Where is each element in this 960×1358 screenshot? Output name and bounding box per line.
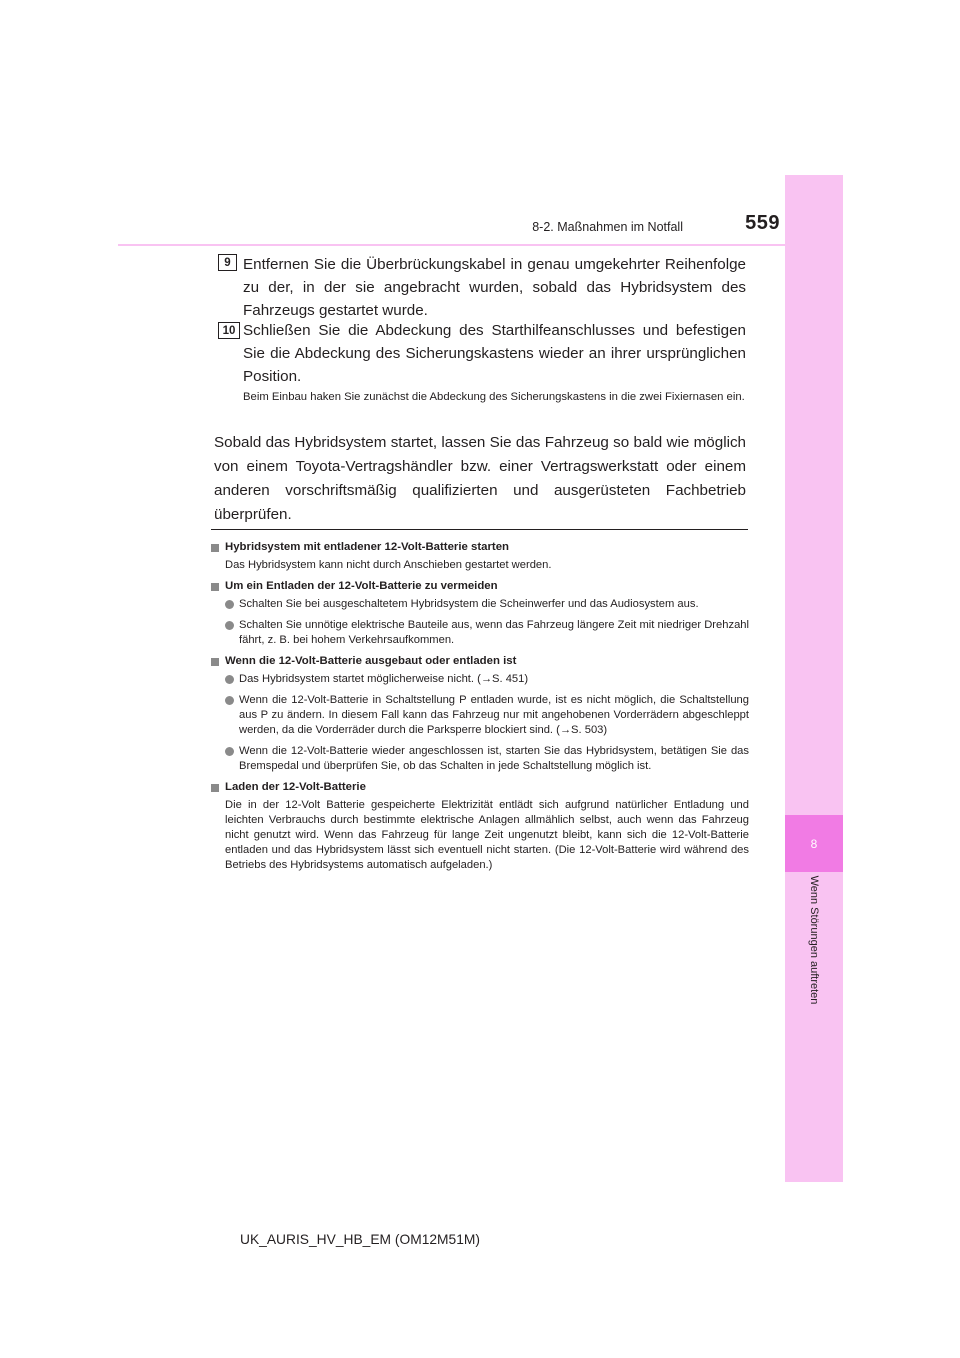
step-10-text: Schließen Sie die Abdeckung des Starthilfeanschlusses und befestigen Sie die Abdeckung des Sicherungskastens wieder an ihrer ursprünglichen Position.	[243, 322, 746, 385]
chapter-number: 8	[810, 836, 818, 851]
note-bullet: Wenn die 12-Volt-Batterie in Schaltstellung P entladen wurde, ist es nicht möglich, die Schaltstellung aus P zu ändern. In diesem Fall kann das Fahrzeug nur mit angehobenen Vorderrädern abgeschleppt werden, da die Vorderräder durch die Parksperre blockiert sind. (→S. 503)	[225, 693, 749, 738]
step-9-text: Entfernen Sie die Überbrückungskabel in genau umgekehrter Reihenfolge zu der, in der sie angebracht wurden, sobald das Hybridsystem des Fahrzeugs gestartet wurde.	[243, 256, 746, 319]
chapter-side-tab	[785, 175, 843, 1182]
step-badge-10: 10	[218, 322, 240, 339]
note-bullet: Schalten Sie bei ausgeschaltetem Hybridsystem die Scheinwerfer und das Audiosystem aus.	[225, 597, 749, 612]
summary-paragraph: Sobald das Hybridsystem startet, lassen Sie das Fahrzeug so bald wie möglich von einem Toyota-Vertragshändler bzw. einer Vertragswerkstatt oder einem anderen vorschriftsmäßig qualifizierten und ausgerüsteten Fachbetrieb überprüfen.	[214, 434, 746, 523]
step-10-note: Beim Einbau haken Sie zunächst die Abdeckung des Sicherungskastens in die zwei Fixiernasen ein.	[243, 391, 745, 403]
note-heading: Um ein Entladen der 12-Volt-Batterie zu vermeiden	[211, 579, 749, 594]
manual-code: UK_AURIS_HV_HB_EM (OM12M51M)	[240, 1232, 480, 1247]
step-badge-9: 9	[218, 254, 237, 271]
note-heading: Wenn die 12-Volt-Batterie ausgebaut oder entladen ist	[211, 654, 749, 669]
notes-section	[211, 540, 749, 879]
chapter-number-tab[interactable]	[785, 815, 843, 872]
section-divider	[211, 529, 748, 530]
header-divider	[118, 244, 785, 246]
note-bullet: Schalten Sie unnötige elektrische Bauteile aus, wenn das Fahrzeug längere Zeit mit niedriger Drehzahl fährt, z. B. bei hohem Verkehrsaufkommen.	[225, 618, 749, 648]
note-text: Die in der 12-Volt Batterie gespeicherte Elektrizität entlädt sich aufgrund natürlicher Entladung und leichten Verbrauchs durch bestimmte elektrische Anlagen allmählich selbst, auch wenn das Fahrzeug nicht genutzt wird. Wenn das Fahrzeug für lange Zeit ungenutzt bleibt, kann sich die 12-Volt-Batterie entladen und das Hybridsystem lässt sich eventuell nicht starten. (Die 12-Volt-Batterie wird während des Betriebs des Hybridsystems automatisch aufgeladen.)	[225, 799, 749, 871]
note-text: Das Hybridsystem kann nicht durch Anschieben gestartet werden.	[225, 559, 552, 571]
note-bullet: Das Hybridsystem startet möglicherweise nicht. (→S. 451)	[225, 672, 749, 687]
note-bullet: Wenn die 12-Volt-Batterie wieder angeschlossen ist, starten Sie das Hybridsystem, betätigen Sie das Bremspedal und überprüfen Sie, ob das Schalten in jede Schaltstellung möglich ist.	[225, 744, 749, 774]
note-heading: Laden der 12-Volt-Batterie	[211, 780, 749, 795]
section-title: 8-2. Maßnahmen im Notfall	[532, 220, 683, 234]
chapter-title: Wenn Störungen auftreten	[808, 875, 820, 1005]
page-number: 559	[745, 212, 780, 234]
note-heading: Hybridsystem mit entladener 12-Volt-Batterie starten	[211, 540, 749, 555]
